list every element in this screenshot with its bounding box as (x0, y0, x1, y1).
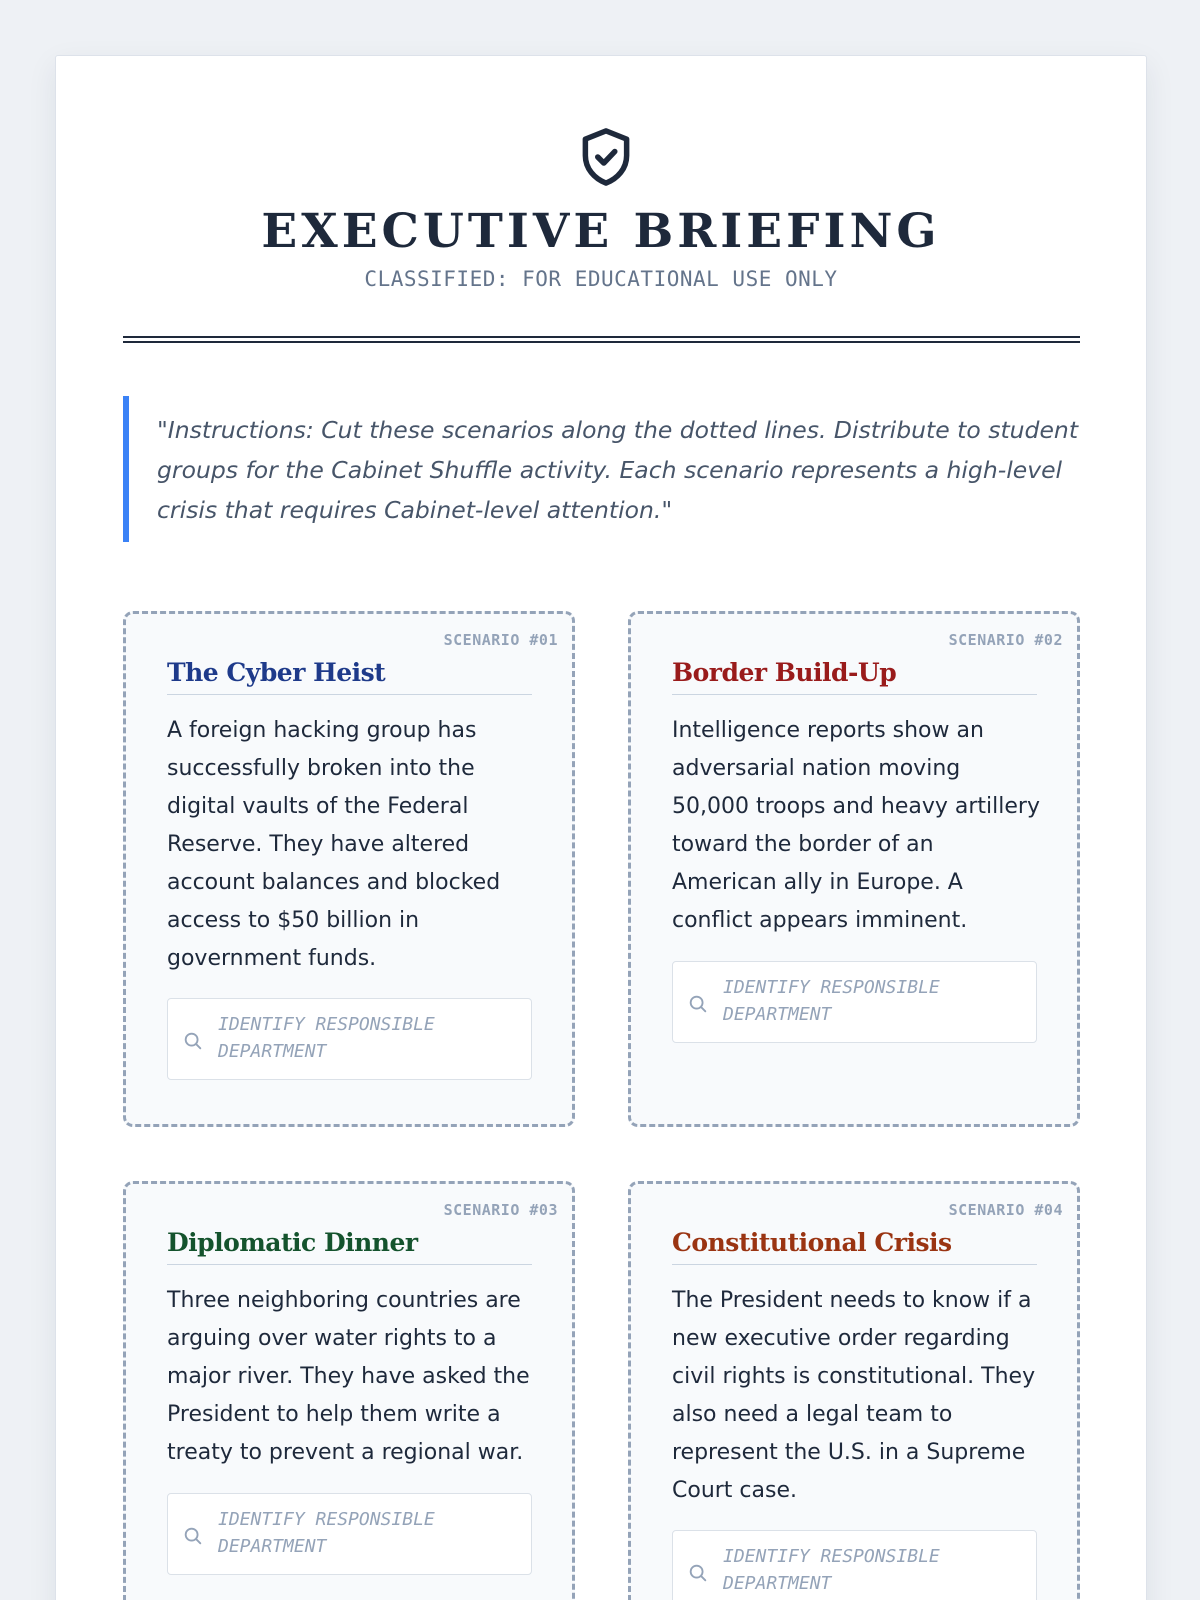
department-input[interactable] (167, 1493, 532, 1575)
page-subtitle: CLASSIFIED: FOR EDUCATIONAL USE ONLY (364, 267, 838, 291)
search-icon (687, 993, 709, 1015)
department-placeholder: IDENTIFY RESPONSIBLE DEPARTMENT (218, 1509, 435, 1557)
department-input[interactable] (167, 998, 532, 1080)
instructions-quote: "Instructions: Cut these scenarios along the dotted lines. Distribute to student groups for the Cabinet Shuffle activity. Each scenario represents a high-level crisis that requires Cabinet-level attention." (123, 396, 1080, 542)
search-icon (687, 1562, 709, 1584)
shield-check-icon (573, 124, 639, 190)
scenario-card (628, 611, 1080, 1127)
double-divider (123, 336, 1080, 343)
scenario-title: Diplomatic Dinner (167, 1226, 532, 1265)
department-input[interactable] (672, 1530, 1037, 1600)
search-icon (182, 1030, 204, 1052)
briefing-sheet (55, 55, 1147, 1600)
department-placeholder: IDENTIFY RESPONSIBLE DEPARTMENT (723, 1546, 940, 1594)
scenario-card (123, 1181, 575, 1600)
scenario-number: SCENARIO #04 (948, 1201, 1063, 1219)
scenario-title: Constitutional Crisis (672, 1226, 1037, 1265)
scenario-title: Border Build-Up (672, 656, 1037, 695)
scenario-description: A foreign hacking group has successfully broken into the digital vaults of the Federal Reserve. They have altered account balances and blocked access to $50 billion in government funds. (167, 718, 501, 971)
scenario-description: Three neighboring countries are arguing over water rights to a major river. They have asked the President to help them write a treaty to prevent a regional war. (167, 1288, 530, 1465)
department-placeholder: IDENTIFY RESPONSIBLE DEPARTMENT (723, 977, 940, 1025)
search-icon (182, 1525, 204, 1547)
scenario-card (123, 611, 575, 1127)
scenario-number: SCENARIO #02 (948, 631, 1063, 649)
scenario-number: SCENARIO #01 (443, 631, 558, 649)
scenario-title: The Cyber Heist (167, 656, 532, 695)
scenario-description: Intelligence reports show an adversarial nation moving 50,000 troops and heavy artillery toward the border of an American ally in Europe. A conflict appears imminent. (672, 718, 1040, 933)
page-title: EXECUTIVE BRIEFING (261, 204, 941, 259)
scenario-description: The President needs to know if a new executive order regarding civil rights is constitutional. They also need a legal team to represent the U.S. in a Supreme Court case. (672, 1288, 1036, 1503)
scenario-number: SCENARIO #03 (443, 1201, 558, 1219)
department-placeholder: IDENTIFY RESPONSIBLE DEPARTMENT (218, 1014, 435, 1062)
scenario-card (628, 1181, 1080, 1600)
department-input[interactable] (672, 961, 1037, 1043)
